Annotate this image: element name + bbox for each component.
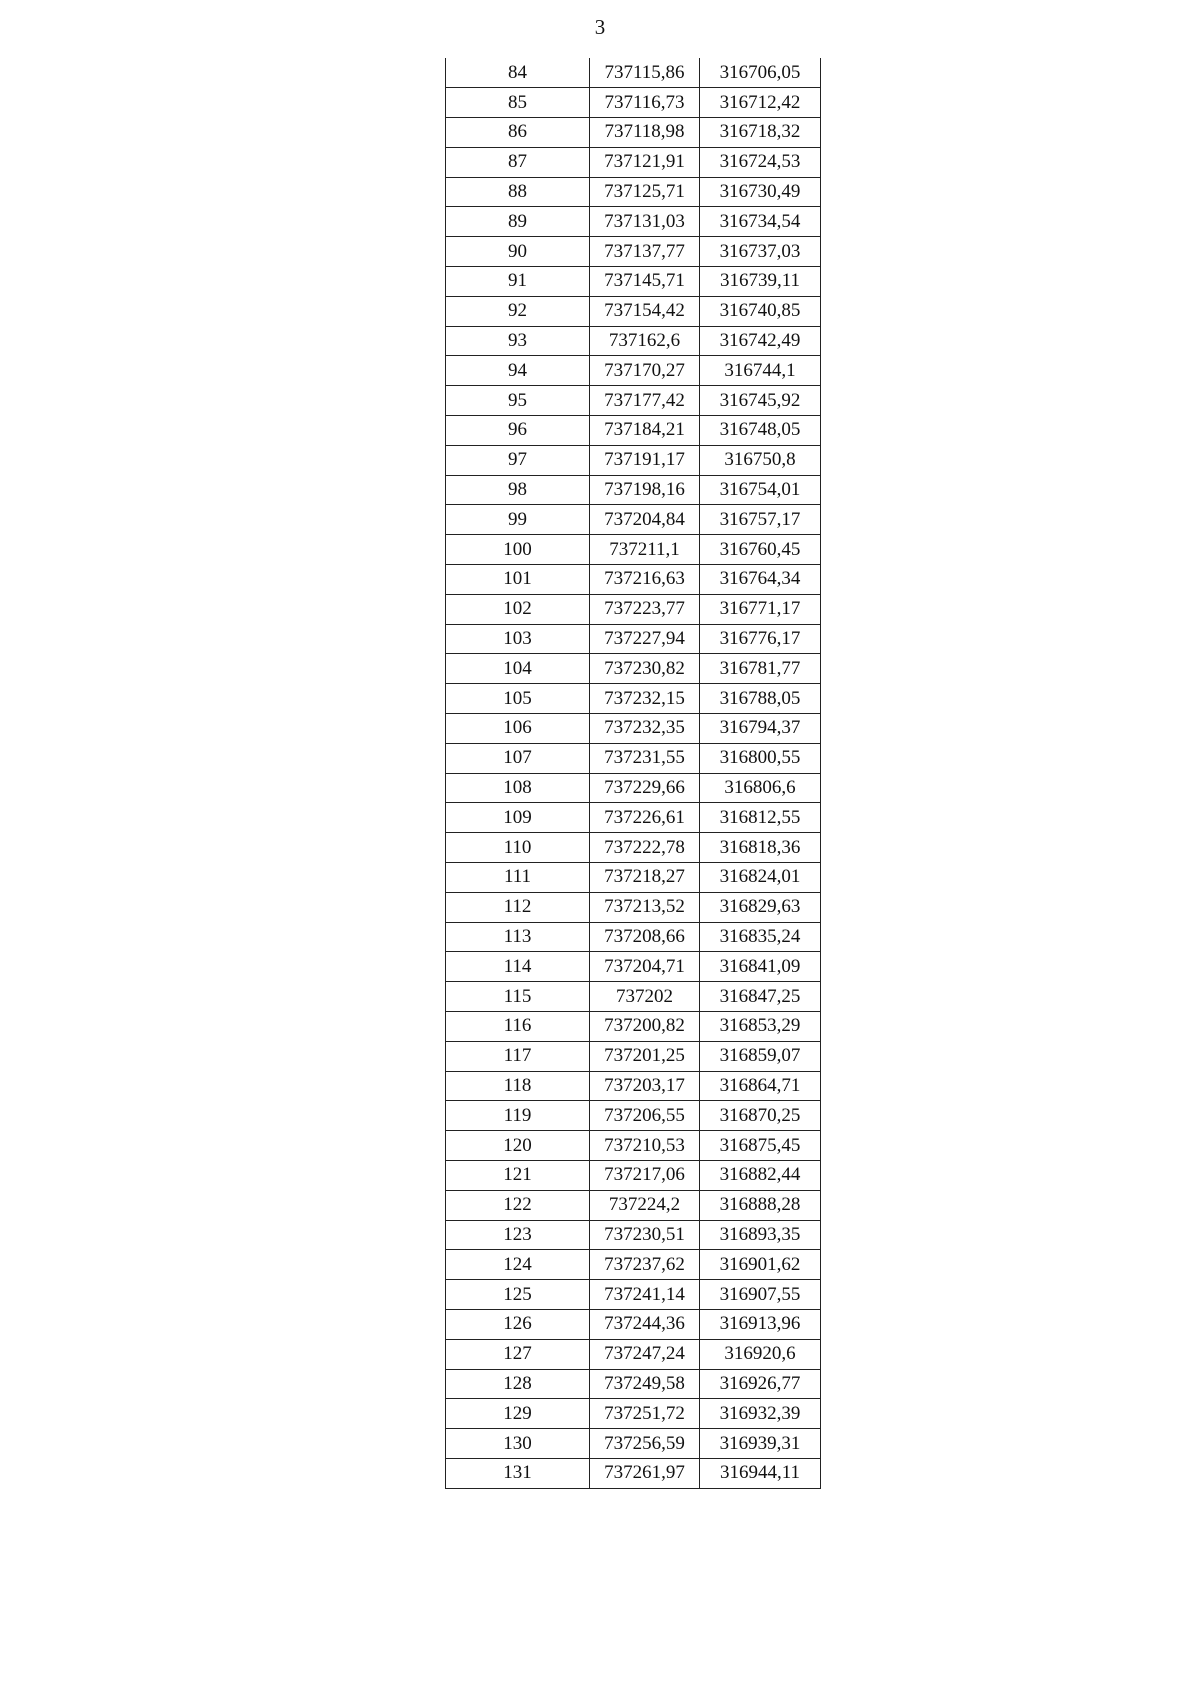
y-coordinate-cell: 316718,32 <box>700 118 821 148</box>
y-coordinate-cell: 316794,37 <box>700 714 821 744</box>
y-coordinate-cell: 316781,77 <box>700 654 821 684</box>
point-number-cell: 111 <box>446 863 590 893</box>
y-coordinate-cell: 316748,05 <box>700 416 821 446</box>
table-row <box>446 565 821 595</box>
y-coordinate-cell: 316829,63 <box>700 892 821 922</box>
x-coordinate-cell: 737256,59 <box>590 1429 700 1459</box>
y-coordinate-cell: 316724,53 <box>700 147 821 177</box>
point-number-cell: 126 <box>446 1309 590 1339</box>
table-row <box>446 118 821 148</box>
x-coordinate-cell: 737198,16 <box>590 475 700 505</box>
point-number-cell: 125 <box>446 1280 590 1310</box>
x-coordinate-cell: 737217,06 <box>590 1160 700 1190</box>
table-row <box>446 207 821 237</box>
coordinates-table <box>445 58 821 1489</box>
y-coordinate-cell: 316750,8 <box>700 445 821 475</box>
table-row <box>446 892 821 922</box>
y-coordinate-cell: 316742,49 <box>700 326 821 356</box>
point-number-cell: 96 <box>446 416 590 446</box>
table-row <box>446 1101 821 1131</box>
table-row <box>446 833 821 863</box>
y-coordinate-cell: 316706,05 <box>700 58 821 88</box>
table-row <box>446 684 821 714</box>
point-number-cell: 89 <box>446 207 590 237</box>
table-row <box>446 1220 821 1250</box>
y-coordinate-cell: 316926,77 <box>700 1369 821 1399</box>
y-coordinate-cell: 316888,28 <box>700 1190 821 1220</box>
point-number-cell: 115 <box>446 982 590 1012</box>
y-coordinate-cell: 316939,31 <box>700 1429 821 1459</box>
x-coordinate-cell: 737232,15 <box>590 684 700 714</box>
point-number-cell: 119 <box>446 1101 590 1131</box>
x-coordinate-cell: 737210,53 <box>590 1131 700 1161</box>
x-coordinate-cell: 737200,82 <box>590 1012 700 1042</box>
table-row <box>446 58 821 88</box>
point-number-cell: 130 <box>446 1429 590 1459</box>
table-row <box>446 296 821 326</box>
table-row <box>446 237 821 267</box>
x-coordinate-cell: 737223,77 <box>590 594 700 624</box>
y-coordinate-cell: 316907,55 <box>700 1280 821 1310</box>
point-number-cell: 98 <box>446 475 590 505</box>
y-coordinate-cell: 316875,45 <box>700 1131 821 1161</box>
x-coordinate-cell: 737125,71 <box>590 177 700 207</box>
y-coordinate-cell: 316913,96 <box>700 1309 821 1339</box>
y-coordinate-cell: 316859,07 <box>700 1041 821 1071</box>
x-coordinate-cell: 737177,42 <box>590 386 700 416</box>
table-row <box>446 445 821 475</box>
y-coordinate-cell: 316739,11 <box>700 267 821 297</box>
y-coordinate-cell: 316841,09 <box>700 952 821 982</box>
table-row <box>446 624 821 654</box>
x-coordinate-cell: 737224,2 <box>590 1190 700 1220</box>
point-number-cell: 112 <box>446 892 590 922</box>
point-number-cell: 84 <box>446 58 590 88</box>
table-row <box>446 594 821 624</box>
table-row <box>446 1071 821 1101</box>
point-number-cell: 92 <box>446 296 590 326</box>
point-number-cell: 107 <box>446 743 590 773</box>
table-row <box>446 743 821 773</box>
table-row <box>446 1280 821 1310</box>
y-coordinate-cell: 316776,17 <box>700 624 821 654</box>
x-coordinate-cell: 737116,73 <box>590 88 700 118</box>
x-coordinate-cell: 737202 <box>590 982 700 1012</box>
y-coordinate-cell: 316737,03 <box>700 237 821 267</box>
x-coordinate-cell: 737145,71 <box>590 267 700 297</box>
table-row <box>446 863 821 893</box>
point-number-cell: 123 <box>446 1220 590 1250</box>
table-row <box>446 1012 821 1042</box>
table-row <box>446 475 821 505</box>
x-coordinate-cell: 737206,55 <box>590 1101 700 1131</box>
x-coordinate-cell: 737231,55 <box>590 743 700 773</box>
point-number-cell: 109 <box>446 803 590 833</box>
x-coordinate-cell: 737241,14 <box>590 1280 700 1310</box>
point-number-cell: 87 <box>446 147 590 177</box>
x-coordinate-cell: 737154,42 <box>590 296 700 326</box>
point-number-cell: 124 <box>446 1250 590 1280</box>
point-number-cell: 120 <box>446 1131 590 1161</box>
x-coordinate-cell: 737211,1 <box>590 535 700 565</box>
x-coordinate-cell: 737131,03 <box>590 207 700 237</box>
y-coordinate-cell: 316740,85 <box>700 296 821 326</box>
x-coordinate-cell: 737115,86 <box>590 58 700 88</box>
table-row <box>446 1190 821 1220</box>
table-row <box>446 1369 821 1399</box>
point-number-cell: 131 <box>446 1458 590 1488</box>
x-coordinate-cell: 737226,61 <box>590 803 700 833</box>
point-number-cell: 94 <box>446 356 590 386</box>
table-row <box>446 1041 821 1071</box>
table-row <box>446 267 821 297</box>
y-coordinate-cell: 316853,29 <box>700 1012 821 1042</box>
point-number-cell: 117 <box>446 1041 590 1071</box>
point-number-cell: 121 <box>446 1160 590 1190</box>
y-coordinate-cell: 316760,45 <box>700 535 821 565</box>
x-coordinate-cell: 737184,21 <box>590 416 700 446</box>
table-row <box>446 1131 821 1161</box>
table-row <box>446 714 821 744</box>
table-row <box>446 505 821 535</box>
point-number-cell: 128 <box>446 1369 590 1399</box>
y-coordinate-cell: 316800,55 <box>700 743 821 773</box>
y-coordinate-cell: 316754,01 <box>700 475 821 505</box>
x-coordinate-cell: 737218,27 <box>590 863 700 893</box>
y-coordinate-cell: 316824,01 <box>700 863 821 893</box>
x-coordinate-cell: 737201,25 <box>590 1041 700 1071</box>
table-row <box>446 88 821 118</box>
table-row <box>446 1429 821 1459</box>
x-coordinate-cell: 737232,35 <box>590 714 700 744</box>
page-number: 3 <box>594 15 606 39</box>
y-coordinate-cell: 316744,1 <box>700 356 821 386</box>
x-coordinate-cell: 737237,62 <box>590 1250 700 1280</box>
point-number-cell: 101 <box>446 565 590 595</box>
x-coordinate-cell: 737247,24 <box>590 1339 700 1369</box>
y-coordinate-cell: 316920,6 <box>700 1339 821 1369</box>
table-row <box>446 803 821 833</box>
x-coordinate-cell: 737244,36 <box>590 1309 700 1339</box>
point-number-cell: 91 <box>446 267 590 297</box>
y-coordinate-cell: 316932,39 <box>700 1399 821 1429</box>
point-number-cell: 106 <box>446 714 590 744</box>
y-coordinate-cell: 316771,17 <box>700 594 821 624</box>
x-coordinate-cell: 737213,52 <box>590 892 700 922</box>
point-number-cell: 105 <box>446 684 590 714</box>
y-coordinate-cell: 316812,55 <box>700 803 821 833</box>
table-row <box>446 147 821 177</box>
table-row <box>446 535 821 565</box>
point-number-cell: 93 <box>446 326 590 356</box>
x-coordinate-cell: 737170,27 <box>590 356 700 386</box>
x-coordinate-cell: 737227,94 <box>590 624 700 654</box>
x-coordinate-cell: 737230,51 <box>590 1220 700 1250</box>
y-coordinate-cell: 316734,54 <box>700 207 821 237</box>
coordinates-table-body <box>446 58 821 1488</box>
table-row <box>446 356 821 386</box>
table-row <box>446 416 821 446</box>
table-row <box>446 1250 821 1280</box>
table-row <box>446 922 821 952</box>
point-number-cell: 113 <box>446 922 590 952</box>
table-row <box>446 952 821 982</box>
y-coordinate-cell: 316864,71 <box>700 1071 821 1101</box>
point-number-cell: 110 <box>446 833 590 863</box>
x-coordinate-cell: 737204,84 <box>590 505 700 535</box>
table-row <box>446 1309 821 1339</box>
x-coordinate-cell: 737208,66 <box>590 922 700 952</box>
table-row <box>446 1399 821 1429</box>
x-coordinate-cell: 737162,6 <box>590 326 700 356</box>
y-coordinate-cell: 316835,24 <box>700 922 821 952</box>
point-number-cell: 102 <box>446 594 590 624</box>
y-coordinate-cell: 316745,92 <box>700 386 821 416</box>
y-coordinate-cell: 316847,25 <box>700 982 821 1012</box>
y-coordinate-cell: 316882,44 <box>700 1160 821 1190</box>
table-row <box>446 1160 821 1190</box>
table-row <box>446 1458 821 1488</box>
point-number-cell: 95 <box>446 386 590 416</box>
y-coordinate-cell: 316870,25 <box>700 1101 821 1131</box>
x-coordinate-cell: 737230,82 <box>590 654 700 684</box>
x-coordinate-cell: 737121,91 <box>590 147 700 177</box>
y-coordinate-cell: 316893,35 <box>700 1220 821 1250</box>
point-number-cell: 104 <box>446 654 590 684</box>
table-row <box>446 773 821 803</box>
table-row <box>446 654 821 684</box>
table-row <box>446 982 821 1012</box>
x-coordinate-cell: 737118,98 <box>590 118 700 148</box>
point-number-cell: 118 <box>446 1071 590 1101</box>
x-coordinate-cell: 737251,72 <box>590 1399 700 1429</box>
point-number-cell: 116 <box>446 1012 590 1042</box>
x-coordinate-cell: 737204,71 <box>590 952 700 982</box>
point-number-cell: 86 <box>446 118 590 148</box>
point-number-cell: 114 <box>446 952 590 982</box>
x-coordinate-cell: 737229,66 <box>590 773 700 803</box>
x-coordinate-cell: 737261,97 <box>590 1458 700 1488</box>
table-row <box>446 386 821 416</box>
point-number-cell: 90 <box>446 237 590 267</box>
table-row <box>446 326 821 356</box>
y-coordinate-cell: 316818,36 <box>700 833 821 863</box>
y-coordinate-cell: 316730,49 <box>700 177 821 207</box>
point-number-cell: 97 <box>446 445 590 475</box>
x-coordinate-cell: 737216,63 <box>590 565 700 595</box>
point-number-cell: 88 <box>446 177 590 207</box>
point-number-cell: 129 <box>446 1399 590 1429</box>
y-coordinate-cell: 316757,17 <box>700 505 821 535</box>
y-coordinate-cell: 316764,34 <box>700 565 821 595</box>
point-number-cell: 103 <box>446 624 590 654</box>
x-coordinate-cell: 737191,17 <box>590 445 700 475</box>
point-number-cell: 108 <box>446 773 590 803</box>
y-coordinate-cell: 316712,42 <box>700 88 821 118</box>
x-coordinate-cell: 737222,78 <box>590 833 700 863</box>
point-number-cell: 99 <box>446 505 590 535</box>
point-number-cell: 122 <box>446 1190 590 1220</box>
point-number-cell: 127 <box>446 1339 590 1369</box>
point-number-cell: 100 <box>446 535 590 565</box>
x-coordinate-cell: 737137,77 <box>590 237 700 267</box>
table-row <box>446 177 821 207</box>
y-coordinate-cell: 316788,05 <box>700 684 821 714</box>
table-row <box>446 1339 821 1369</box>
y-coordinate-cell: 316901,62 <box>700 1250 821 1280</box>
point-number-cell: 85 <box>446 88 590 118</box>
y-coordinate-cell: 316944,11 <box>700 1458 821 1488</box>
x-coordinate-cell: 737249,58 <box>590 1369 700 1399</box>
y-coordinate-cell: 316806,6 <box>700 773 821 803</box>
x-coordinate-cell: 737203,17 <box>590 1071 700 1101</box>
